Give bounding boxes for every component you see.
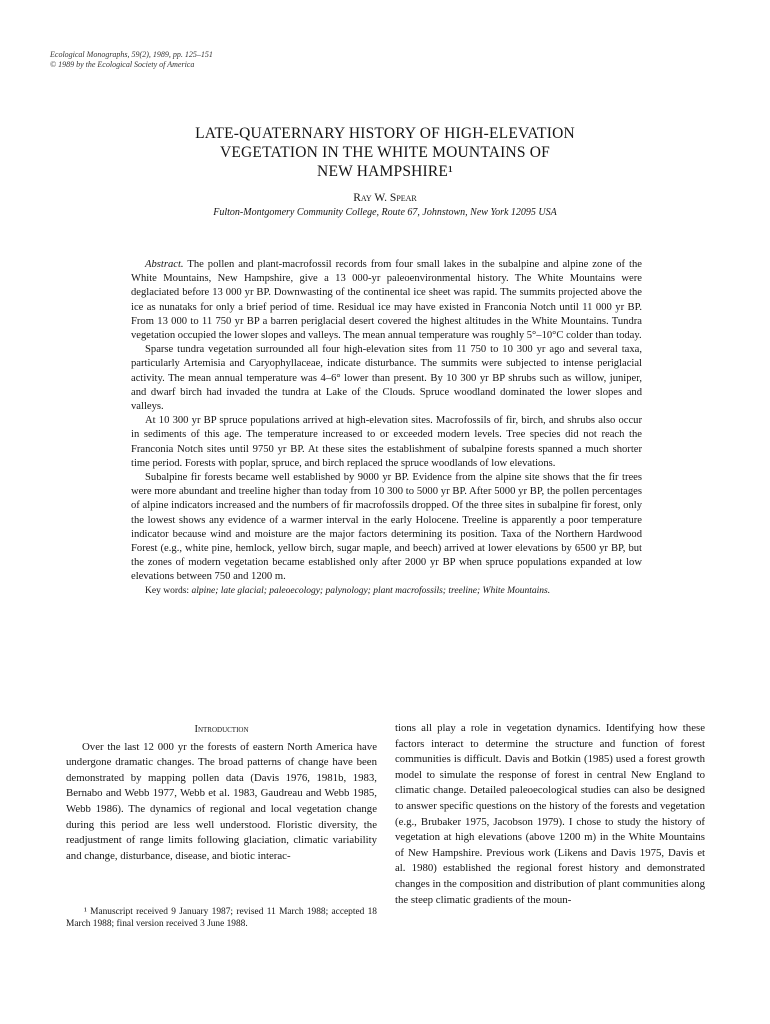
abstract-paragraph: At 10 300 yr BP spruce populations arrived at high-elevation sites. Macrofossils of fir, birch, and shrubs also occur in sediments of this age. The temperature increased to or exceeded modern levels. Tree species did not reach the Franconia Notch sites until 9750 yr BP. At these sites the establishment of subalpine forests spanned a much shorter time period. Forests with poplar, spruce, and birch replaced the spruce woodlands of low elevations.	[131, 415, 642, 469]
keywords-label: Key words:	[145, 585, 190, 596]
title-line: LATE-QUATERNARY HISTORY OF HIGH-ELEVATION	[195, 125, 575, 142]
keywords-list: alpine; late glacial; paleoecology; palynology; plant macrofossils; treeline; White Mountains.	[191, 585, 551, 596]
footnote: ¹ Manuscript received 9 January 1987; revised 11 March 1988; accepted 18 March 1988; final version received 3 June 1988.	[66, 907, 377, 929]
column-left	[66, 722, 377, 864]
title-line: NEW HAMPSHIRE¹	[317, 163, 453, 180]
abstract-lead: Abstract.	[145, 259, 184, 270]
abstract-text: The pollen and plant-macrofossil records from four small lakes in the subalpine and alpine zone of the White Mountains, New Hampshire, give a 13 000-yr paleoenvironmental history. The White Mountains were deglaciated before 13 000 yr BP. Downwasting of the continental ice sheet was rapid. The summits projected above the ice as nunataks for only a brief period of time. Residual ice may have existed in Franconia Notch until 11 000 yr BP. From 13 000 to 11 750 yr BP a barren periglacial desert covered the highest altitudes in the White Mountains. Tundra vegetation occupied the lower slopes and valleys. The mean annual temperature was roughly 5°–10°C colder than today.	[131, 259, 642, 342]
journal-citation: Ecological Monographs, 59(2), 1989, pp. 125–151	[50, 50, 213, 59]
abstract-paragraph	[131, 258, 642, 343]
section-heading-introduction: Introduction	[194, 724, 249, 735]
abstract-paragraph: Subalpine fir forests became well established by 9000 yr BP. Evidence from the alpine site shows that the fir trees were more abundant and treeline higher than today from 10 300 to 5000 yr BP. After 5000 yr BP, the pollen percentages of alpine indicators increased and the numbers of fir macrofossils dropped. Of the three sites in subalpine fir forest, only the lowest shows any evidence of a warmer interval in the early Holocene. Treeline is apparently a poor temperature indicator because wind and moisture are the major factors determining its position. Taxa of the Northern Hardwood Forest (e.g., white pine, hemlock, yellow birch, sugar maple, and beech) arrived at lower elevations by 6500 yr BP, but the zones of modern vegetation became established only after 2000 yr BP when spruce populations expanded at low elevations between 750 and 1200 m.	[131, 472, 642, 583]
intro-paragraph: Over the last 12 000 yr the forests of eastern North America have undergone dramatic changes. The broad patterns of change have been demonstrated by mapping pollen data (Davis 1976, 1981b, 1983, Bernabo and Webb 1977, Webb et al. 1983, Gaudreau and Webb 1985, Webb 1986). The dynamics of regional and local vegetation change during this period are less well understood. Floristic diversity, the readjustment of range limits following glaciation, climatic variability and change, disturbance, disease, and biotic interac-	[66, 740, 377, 862]
title-line: VEGETATION IN THE WHITE MOUNTAINS OF	[219, 144, 551, 161]
abstract	[131, 258, 642, 597]
intro-paragraph-continued: tions all play a role in vegetation dynamics. Identifying how these factors interact to determine the structure and function of forest communities is difficult. Davis and Botkin (1985) used a forest growth model to simulate the response of forest in central New England to climatic change. Detailed paleoecological studies can also be designed to answer specific questions on the history of the forests and vegetation (e.g., Brubaker 1975, Jacobson 1979). I chose to study the history of vegetation at high elevations (above 1200 m) in the White Mountains of New Hampshire. Previous work (Likens and Davis 1975, Davis et al. 1980) established the regional forest history and demonstrated changes in the composition and distribution of plant communities along the steep climatic gradients of the moun-	[395, 722, 705, 906]
keywords	[131, 585, 642, 597]
paper-title	[90, 124, 680, 181]
author-name: Ray W. Spear	[353, 192, 417, 204]
column-right	[395, 721, 705, 908]
copyright-line: © 1989 by the Ecological Society of America	[50, 60, 195, 69]
author-affiliation: Fulton-Montgomery Community College, Route 67, Johnstown, New York 12095 USA	[213, 207, 557, 218]
journal-header	[50, 50, 213, 70]
abstract-paragraph: Sparse tundra vegetation surrounded all four high-elevation sites from 11 750 to 10 300 yr ago and several taxa, particularly Artemisia and Caryophyllaceae, indicate disturbance. The summits were subjected to intense periglacial activity. The mean annual temperature was 4–6° lower than present. By 10 300 yr BP shrubs such as willow, juniper, and dwarf birch had invaded the tundra at Lake of the Clouds. Spruce woodland dominated the lower slopes and valleys.	[131, 344, 642, 413]
